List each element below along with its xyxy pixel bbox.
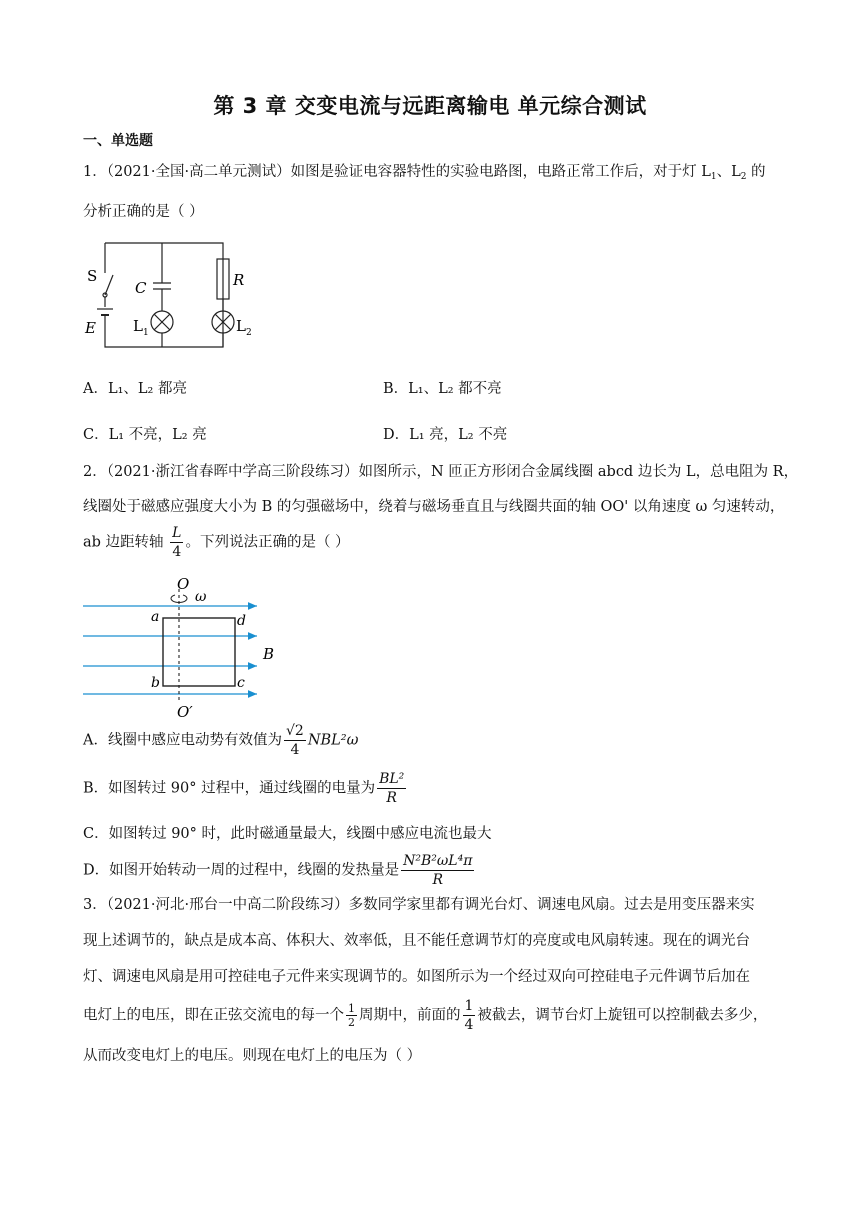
q1-stem-line1: 1．（2021·全国·高二单元测试）如图是验证电容器特性的实验电路图，电路正常工作后，对于灯 $L_1$、$L_2$ 的 [83,164,766,182]
section-heading: 一、单选题 [83,133,153,149]
q2-stem-line3: ab 边距转轴 $\frac{L}{4}$ 。下列说法正确的是（ ） [83,525,350,560]
fig-label-l1: $L_1$ [133,317,149,338]
fig-label-e: E [85,319,96,337]
fig-label-c: C [135,279,147,297]
fraction-quarter: $\frac{1}{4}$ [464,998,474,1033]
fig-label-c2: c [237,675,245,691]
q2-option-c: C．如图转过 90° 时，此时磁通量最大，线圈中感应电流也最大 [83,826,492,842]
q3-stem-line3: 灯、调速电风扇是用可控硅电子元件来实现调节的。如图所示为一个经过双向可控硅电子元件调节后加在 [83,969,750,985]
q2-coil-diagram [83,575,283,725]
q3-stem-line4: 电灯上的电压，即在正弦交流电的每一个 $\frac{1}{2}$ 周期中，前面的 $\frac{1}{4}$ 被截去，调节台灯上旋钮可以控制截去多少， [83,998,768,1033]
q2-option-a: A．线圈中感应电动势有效值为 $\frac{√2}{4}$ NBL²ω [83,723,359,758]
page-title: 第 3 章 交变电流与远距离输电 单元综合测试 [213,94,647,118]
q3-stem-line2: 现上述调节的，缺点是成本高、体积大、效率低，且不能任意调节灯的亮度或电风扇转速。现在的调光台 [83,933,750,949]
fig-label-omega: ω [195,589,207,605]
q2-stem-line1: 2．（2021·浙江省春晖中学高三阶段练习）如图所示，N 匝正方形闭合金属线圈 abcd 边长为 L，总电阻为 R， [83,464,799,480]
q3-stem-line5: 从而改变电灯上的电压。则现在电灯上的电压为（ ） [83,1048,422,1064]
fig-label-l2: $L_2$ [236,317,252,338]
q1-option-d: D．L₁ 亮，L₂ 不亮 [383,427,508,443]
fraction-l-over-4: $\frac{L}{4}$ [172,525,182,560]
q1-option-b: B．L₁、L₂ 都不亮 [383,381,502,397]
q2-option-d: D．如图开始转动一周的过程中，线圈的发热量是 $\frac{\text{N²B²ωL⁴π}}{R}$ [83,853,473,888]
fig-label-b-field: B [263,645,275,663]
q2-option-b: B．如图转过 90° 过程中，通过线圈的电量为 $\frac{\text{BL²}}{R}$ [83,771,405,806]
q1-stem-line2: 分析正确的是（ ） [83,204,204,220]
fig-label-s: S [87,267,98,285]
q1-option-c: C．L₁ 不亮，L₂ 亮 [83,427,207,443]
fig-label-o-prime: O′ [177,703,193,721]
q2-stem-line2: 线圈处于磁感应强度大小为 B 的匀强磁场中，绕着与磁场垂直且与线圈共面的轴 OO' 以角速度 ω 匀速转动， [83,499,785,515]
q1-option-a: A．L₁、L₂ 都亮 [83,381,187,397]
fig-label-r: R [233,271,245,289]
fig-label-d: d [237,613,246,629]
q1-circuit-diagram [83,235,263,355]
fig-label-b: b [151,675,160,691]
fig-label-a: a [151,609,160,625]
fraction-half: $\frac{1}{2}$ [348,1002,355,1029]
fig-label-o: O [177,575,190,593]
q3-stem-line1: 3．（2021·河北·邢台一中高二阶段练习）多数同学家里都有调光台灯、调速电风扇。过去是用变压器来实 [83,897,755,913]
